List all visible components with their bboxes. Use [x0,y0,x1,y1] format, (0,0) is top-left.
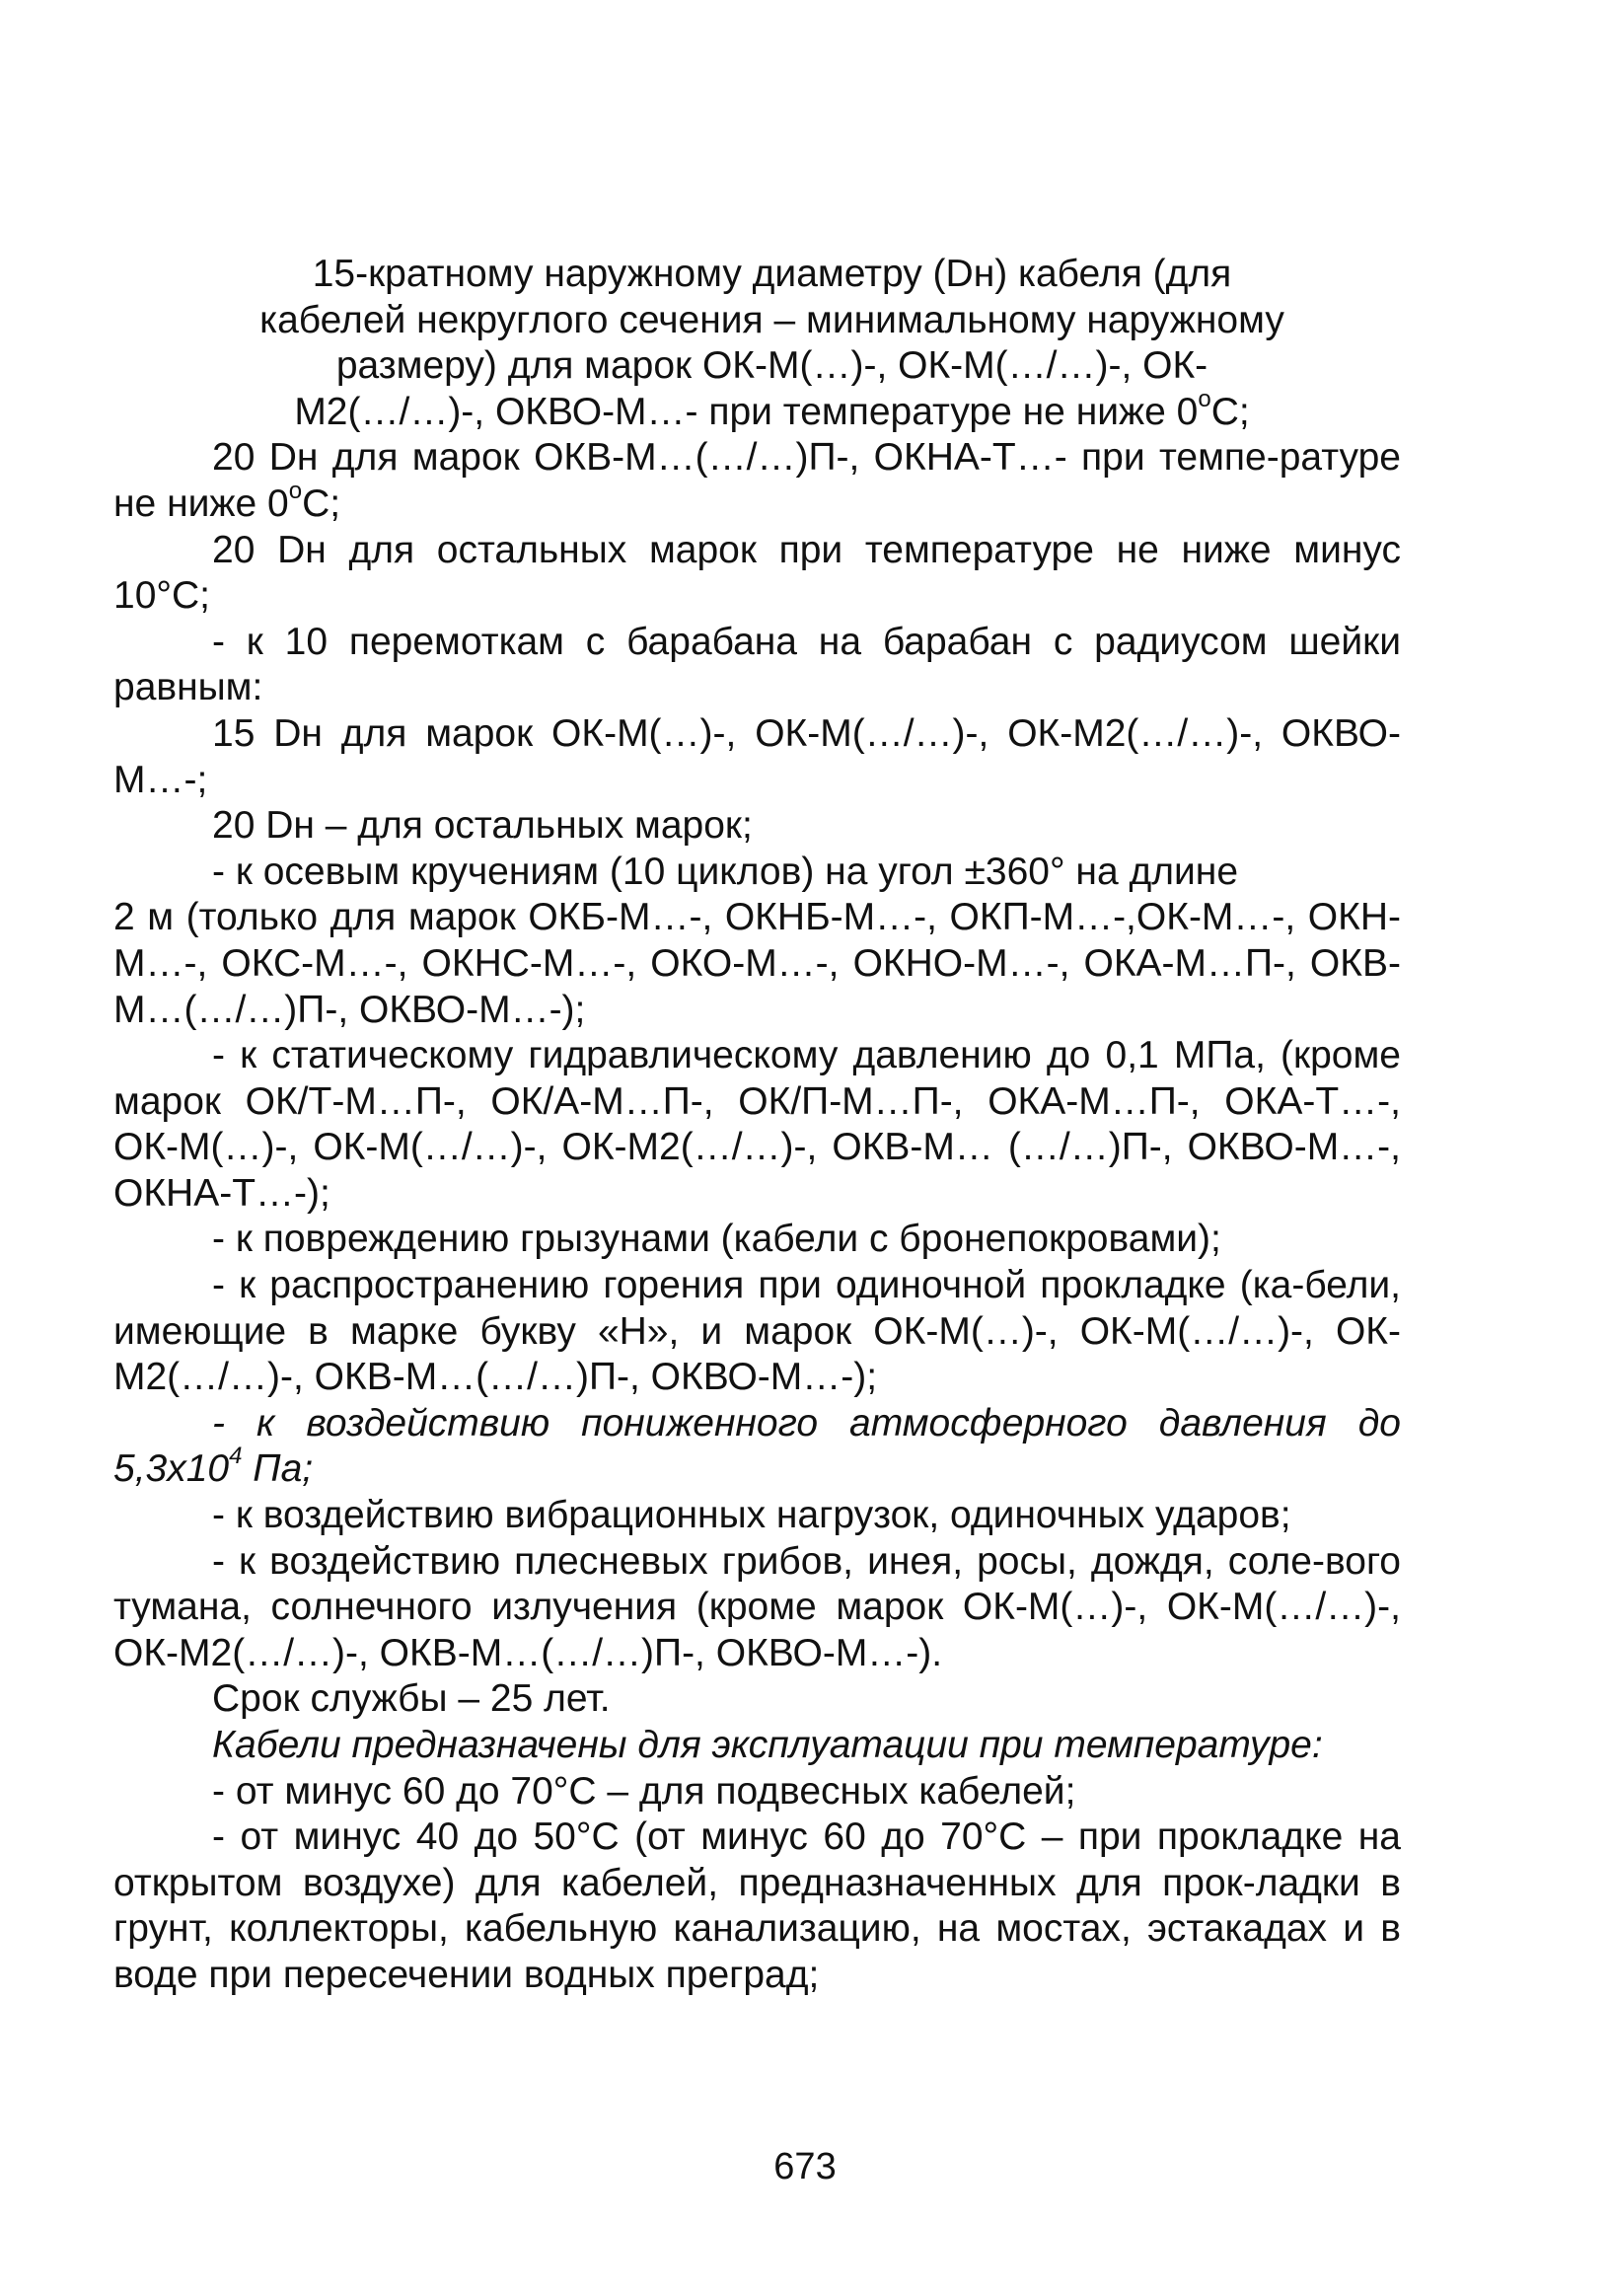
paragraph: - к статическому гидравлическому давлению до 0,1 МПа, (кроме марок ОК/Т-М…П-, ОК/А-М…П-, ОК/П-М…П-, ОКА-М…П-, ОКА-Т…-, ОК-М(…)-, ОК-М(…/…)-, ОК-М2(…/…)-, ОКВ-М… (…/…)П-, ОКВО-М…-, ОКНА-Т…-); [113,1034,1401,1215]
paragraph: - к 10 перемоткам с барабана на барабан с радиусом шейки равным: [113,620,1401,709]
paragraph-text: С; [302,481,341,525]
text-line: М2(…/…)-, ОКВО-М…- при температуре не ниже 0 [294,390,1199,433]
text-line: кабелей некруглого сечения – минимальному наружному [259,298,1284,341]
paragraph: Срок службы – 25 лет. [212,1677,611,1721]
paragraph: 20 Dн – для остальных марок; [212,804,753,848]
paragraph [113,1401,1401,1493]
paragraph: - к осевым кручениям (10 циклов) на угол ±360° на длине [212,850,1239,893]
text-line: размеру) для марок ОК-М(…)-, ОК-М(…/…)-, ОК- [335,344,1208,388]
paragraph: Кабели предназначены для эксплуатации при температуре: [212,1724,1323,1766]
paragraph: - от минус 40 до 50°С (от минус 60 до 70°С – при прокладке на открытом воздухе) для кабелей, предназначенных для прок-ладки в грунт, коллекторы, кабельную канализацию, на мостах, эстакадах и в воде при пересечении водных преград; [113,1815,1401,1996]
paragraph-text: - к воздействию пониженного атмосферного давления до 5,3х10 [113,1401,1401,1491]
paragraph: 15 Dн для марок ОК-М(…)-, ОК-М(…/…)-, ОК-М2(…/…)-, ОКВО-М…-; [113,711,1401,801]
paragraph: 2 м (только для марок ОКБ-М…-, ОКНБ-М…-, ОКП-М…-,ОК-М…-, ОКН-М…-, ОКС-М…-, ОКНС-М…-, ОКО-М…-, ОКНО-М…-, ОКА-М…П-, ОКВ-М…(…/…)П-, ОКВО-М…-); [113,896,1401,1031]
degree-superscript: о [1198,385,1211,412]
degree-superscript: о [288,477,303,504]
paragraph: - к повреждению грызунами (кабели с бронепокровами); [212,1218,1221,1261]
body-text [113,252,1401,1999]
paragraph-text: Па; [242,1447,314,1491]
paragraph: - к воздействию плесневых грибов, инея, росы, дождя, соле-вого тумана, солнечного излучения (кроме марок ОК-М(…)-, ОК-М(…/…)-, ОК-М2(…/…)-, ОКВ-М…(…/…)П-, ОКВО-М…-). [113,1539,1401,1674]
text-line: С; [1210,390,1250,433]
paragraph: 20 Dн для остальных марок при температуре не ниже минус 10°С; [113,528,1401,618]
paragraph: - к воздействию вибрационных нагрузок, одиночных ударов; [212,1494,1291,1537]
page-number: 673 [773,2146,837,2187]
paragraph-opening [113,252,1401,435]
paragraph: - от минус 60 до 70°С – для подвесных кабелей; [212,1769,1076,1813]
exponent-superscript: 4 [229,1443,243,1470]
paragraph [113,435,1401,527]
paragraph-text: 20 Dн для марок ОКВ-М…(…/…)П-, ОКНА-Т…- при темпе-ратуре не ниже 0 [113,436,1401,525]
paragraph: - к распространению горения при одиночной прокладке (ка-бели, имеющие в марке букву «Н», и марок ОК-М(…)-, ОК-М(…/…)-, ОК-М2(…/…)-, ОКВ-М…(…/…)П-, ОКВО-М…-); [113,1264,1401,1399]
text-line: 15-кратному наружному диаметру (Dн) кабеля (для [312,253,1232,295]
